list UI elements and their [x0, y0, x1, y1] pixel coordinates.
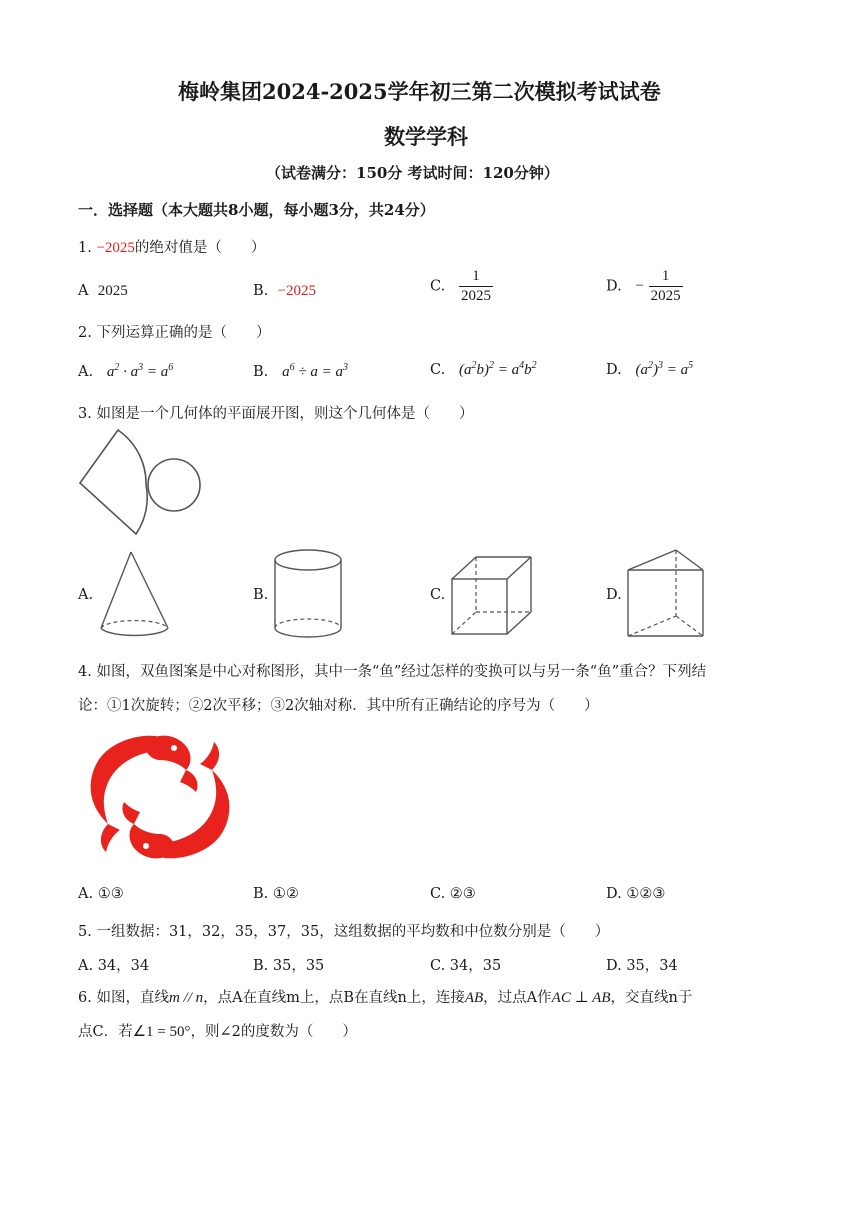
question-2: 2. 下列运算正确的是（ ）: [78, 325, 271, 341]
question-1-text: 的绝对值是（ ）: [134, 240, 266, 256]
circle-shape: [148, 459, 200, 511]
exam-title: 梅岭集团2024-2025学年初三第二次模拟考试试卷: [178, 79, 661, 104]
option-5a[interactable]: A. 34，34: [78, 958, 150, 974]
cylinder-figure[interactable]: [273, 548, 345, 640]
option-5d[interactable]: D. 35，34: [606, 958, 678, 974]
option-3c[interactable]: C.: [430, 587, 446, 603]
formula: $a^6 \div a = a^3$: [282, 362, 348, 380]
option-5b[interactable]: B. 35，35: [253, 958, 325, 974]
question-6-line1: 6. 如图，直线m // n，点A在直线m上，点B在直线n上，连接AB，过点A作AC ⊥ AB，交直线n于: [78, 990, 693, 1006]
option-1b[interactable]: B. −2025: [253, 283, 316, 299]
option-1d[interactable]: D. − $\frac{1}{2025}$: [606, 268, 681, 304]
option-3b[interactable]: B.: [253, 587, 269, 603]
option-4d[interactable]: D. ①②③: [606, 886, 666, 902]
exam-meta: （试卷满分：150分 考试时间：120分钟）: [266, 164, 559, 182]
option-3a[interactable]: A.: [78, 587, 94, 603]
question-1-value: −2025: [96, 240, 135, 256]
option-2b[interactable]: B. $a^6 \div a = a^3$: [253, 362, 348, 380]
net-figure: [78, 428, 203, 538]
question-4-line2: 论：①1次旋转；②2次平移；③2次轴对称．其中所有正确结论的序号为（ ）: [78, 698, 599, 714]
formula: $(a^2b)^2 = a^4b^2$: [459, 360, 537, 378]
option-5c[interactable]: C. 34，35: [430, 958, 502, 974]
option-2a[interactable]: A. $a^2 \cdot a^3 = a^6$: [78, 362, 174, 380]
section-heading: 一．选择题（本大题共8小题，每小题3分，共24分）: [78, 201, 435, 219]
option-2d[interactable]: D. $(a^2)^3 = a^5$: [606, 360, 694, 378]
formula: $(a^2)^3 = a^5$: [635, 360, 694, 378]
option-1c[interactable]: C. $\frac{1}{2025}$: [430, 268, 492, 304]
double-fish-figure: [84, 728, 236, 866]
question-number: 1.: [78, 240, 92, 256]
option-4c[interactable]: C. ②③: [430, 886, 476, 902]
sector-shape: [80, 430, 147, 534]
option-2c[interactable]: C. $(a^2b)^2 = a^4b^2$: [430, 360, 537, 378]
question-1: [78, 236, 265, 257]
fraction: $\frac{1}{2025}$: [650, 268, 681, 304]
fraction: $\frac{1}{2025}$: [461, 268, 492, 304]
option-3d[interactable]: D.: [606, 587, 622, 603]
formula: $a^2 \cdot a^3 = a^6$: [106, 362, 174, 380]
cube-figure[interactable]: [450, 555, 535, 637]
prism-figure[interactable]: [626, 548, 706, 640]
cone-figure[interactable]: [98, 550, 173, 640]
option-1a[interactable]: A 2025: [78, 283, 128, 299]
option-4a[interactable]: A. ①③: [78, 886, 124, 902]
option-4b[interactable]: B. ①②: [253, 886, 299, 902]
question-5: 5. 一组数据：31，32，35，37，35，这组数据的平均数和中位数分别是（ ）: [78, 924, 610, 940]
question-3: 3. 如图是一个几何体的平面展开图，则这个几何体是（ ）: [78, 406, 474, 422]
question-6-line2: 点C．若∠1 = 50°，则∠2的度数为（ ）: [78, 1024, 357, 1040]
question-4-line1: 4. 如图，双鱼图案是中心对称图形，其中一条“鱼”经过怎样的变换可以与另一条“鱼”重合？下列结: [78, 664, 707, 680]
subject-title: 数学学科: [384, 124, 468, 149]
